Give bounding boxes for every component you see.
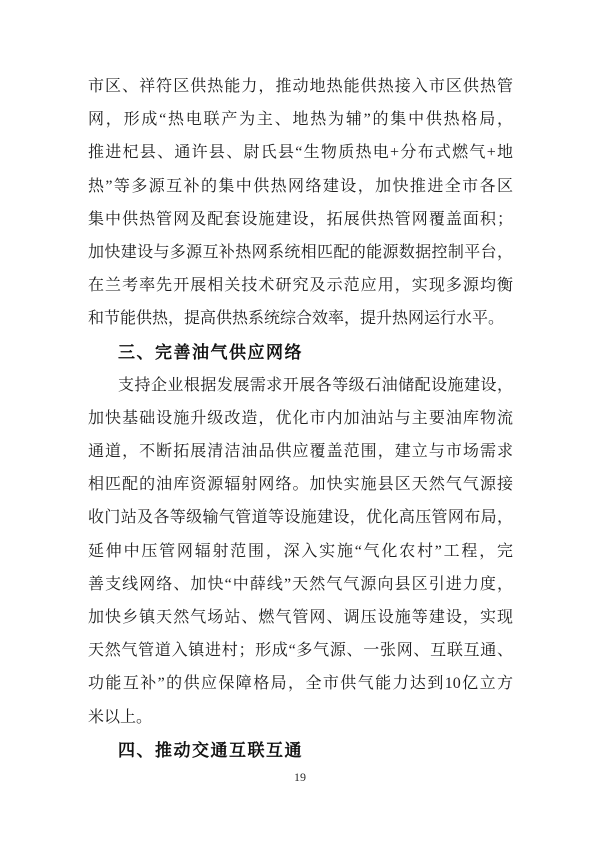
page-body-text	[88, 70, 513, 767]
text-line: 通道，不断拓展清洁油品供应覆盖范围，建立与市场需求	[88, 443, 513, 461]
text-line: 天然气管道入镇进村；形成“多气源、一张网、互联互通、	[88, 642, 513, 660]
text-line: 加快建设与多源互补热网系统相匹配的能源数据控制平台，	[88, 243, 513, 261]
text-line: 加快基础设施升级改造，优化市内加油站与主要油库物流	[88, 409, 513, 427]
text-line: 集中供热管网及配套设施建设，拓展供热管网覆盖面积；	[88, 210, 513, 228]
page-footer	[0, 770, 600, 785]
text-line: 支持企业根据发展需求开展各等级石油储配设施建设，	[118, 376, 513, 394]
section-heading-3: 三、完善油气供应网络	[118, 342, 303, 362]
text-line: 善支线网络、加快“中薛线”天然气气源向县区引进力度，	[88, 575, 513, 593]
section-heading-4: 四、推动交通互联互通	[118, 740, 303, 760]
text-line: 网，形成“热电联产为主、地热为辅”的集中供热格局，	[88, 111, 513, 129]
text-line: 加快乡镇天然气场站、燃气管网、调压设施等建设，实现	[88, 609, 513, 626]
paragraph-oil-gas	[88, 369, 513, 734]
page-number: 19	[294, 770, 306, 784]
text-line: 热”等多源互补的集中供热网络建设，加快推进全市各区	[88, 177, 513, 195]
text-line: 收门站及各等级输气管道等设施建设，优化高压管网布局，	[88, 509, 513, 527]
text-line: 功能互补”的供应保障格局，全市供气能力达到10亿立方	[88, 675, 513, 693]
paragraph-continuation	[88, 70, 513, 336]
text-line: 市区、祥符区供热能力，推动地热能供热接入市区供热管	[88, 78, 513, 95]
text-line: 推进杞县、通许县、尉氏县“生物质热电+分布式燃气+地	[88, 144, 513, 162]
text-line: 和节能供热，提高供热系统综合效率，提升热网运行水平。	[88, 310, 505, 328]
text-line: 米以上。	[88, 708, 153, 726]
text-line: 相匹配的油库资源辐射网络。加快实施县区天然气气源接	[88, 476, 513, 494]
text-line: 在兰考率先开展相关技术研究及示范应用，实现多源均衡	[88, 277, 513, 295]
text-line: 延伸中压管网辐射范围，深入实施“气化农村”工程，完	[88, 542, 513, 560]
